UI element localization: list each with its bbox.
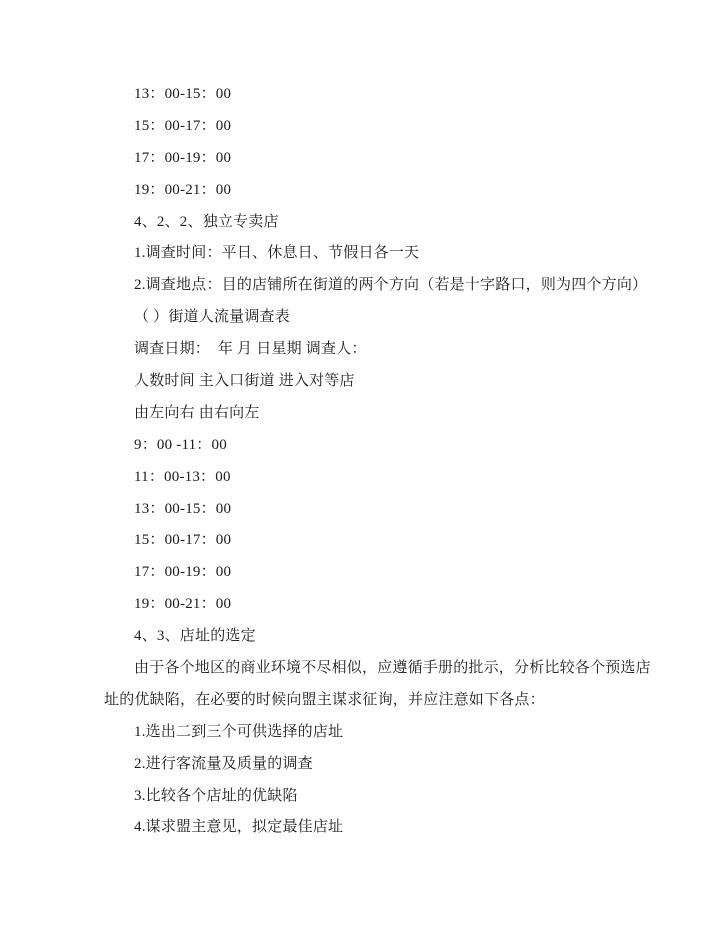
document-line-paragraph: 由于各个地区的商业环境不尽相似，应遵循手册的批示，分析比较各个预选店 xyxy=(134,660,651,677)
document-line-table-header: 人数时间 主入口街道 进入对等店 xyxy=(134,373,355,390)
document-line-list-item: 3.比较各个店址的优缺陷 xyxy=(134,787,298,804)
document-line-timeslot: 15：00-17：00 xyxy=(134,532,232,549)
document-line-timeslot: 13：00-15：00 xyxy=(134,500,232,517)
document-line-survey-location: 2.调查地点：目的店铺所在街道的两个方向（若是十字路口，则为四个方向） xyxy=(134,277,648,294)
document-line-list-item: 4.谋求盟主意见，拟定最佳店址 xyxy=(134,819,344,836)
section-heading-site-selection: 4、3、店址的选定 xyxy=(134,628,256,645)
document-line-table-title: （ ）街道人流量调查表 xyxy=(134,309,290,326)
document-line-paragraph-continued: 址的优缺陷，在必要的时候向盟主谋求征询，并应注意如下各点： xyxy=(104,691,545,708)
document-line-timeslot: 11：00-13：00 xyxy=(134,468,231,485)
document-line-timeslot: 19：00-21：00 xyxy=(134,181,232,198)
document-line-list-item: 1.选出二到三个可供选择的店址 xyxy=(134,723,344,740)
document-line-direction: 由左向右 由右向左 xyxy=(134,404,260,421)
document-line-timeslot: 13：00-15：00 xyxy=(134,86,232,102)
document-line-timeslot: 17：00-19：00 xyxy=(134,149,232,166)
document-line-list-item: 2.进行客流量及质量的调查 xyxy=(134,755,313,772)
document-line-survey-date: 调查日期： 年 月 日星期 调查人： xyxy=(134,341,367,358)
section-heading-independent-store: 4、2、2、独立专卖店 xyxy=(134,213,279,230)
document-line-timeslot: 17：00-19：00 xyxy=(134,564,232,581)
document-line-timeslot: 9：00 -11：00 xyxy=(134,436,227,453)
document-line-survey-time: 1.调查时间：平日、休息日、节假日各一天 xyxy=(134,245,420,262)
document-line-timeslot: 19：00-21：00 xyxy=(134,596,232,613)
document-line-timeslot: 15：00-17：00 xyxy=(134,117,232,134)
